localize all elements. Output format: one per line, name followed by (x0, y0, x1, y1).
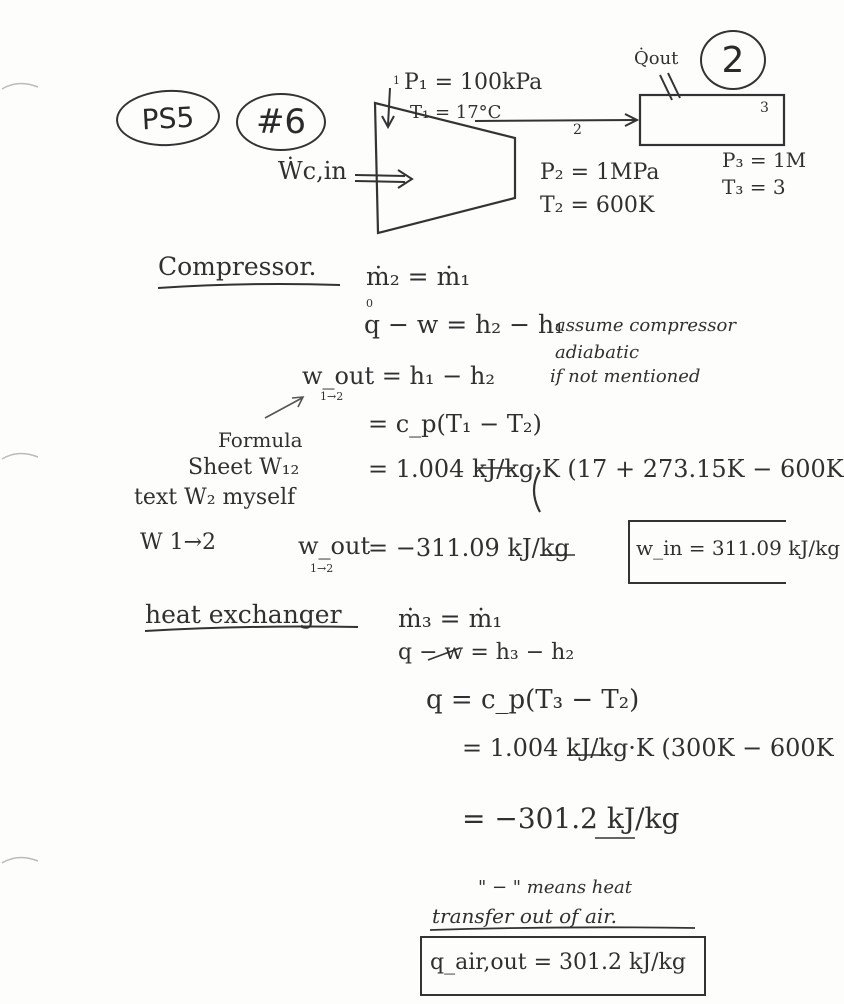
result-subscript: 1→2 (310, 562, 334, 575)
heat-exchanger-mass-balance: ṁ₃ = ṁ₁ (398, 604, 503, 633)
heat-exchanger-numeric-equation: = 1.004 kJ/kg·K (300K − 600K (462, 734, 834, 762)
state1-marker: 1 (393, 74, 400, 87)
heat-exchanger-result: = −301.2 kJ/kg (462, 802, 680, 835)
heat-exchanger-cp-equation: q = c_p(T₃ − T₂) (426, 685, 640, 715)
q-out-label: Q̇out (634, 48, 679, 69)
sign-note-line-1: " − " means heat (478, 877, 633, 898)
note-sheet: Sheet W₁₂ (188, 455, 300, 480)
state3-pressure: P₃ = 1M (722, 148, 807, 172)
problem-number-label: #6 (236, 93, 326, 151)
inlet-arrow (388, 88, 390, 125)
boxed-result-heat-exchanger-text: q_air,out = 301.2 kJ/kg (430, 950, 686, 975)
state2-marker: 2 (573, 122, 582, 138)
result-lhs: w_out (298, 532, 371, 560)
compressor-heading: Compressor. (158, 252, 317, 281)
assumption-line-2: adiabatic (555, 342, 640, 363)
state3-temperature: T₃ = 3 (722, 175, 786, 199)
state2-pressure: P₂ = 1MPa (540, 160, 660, 185)
boxed-result-heat-exchanger (420, 936, 706, 996)
w-out-equation: w_out = h₁ − h₂ (302, 362, 495, 390)
state2-temperature: T₂ = 600K (540, 193, 655, 218)
heat-exchanger-heading: heat exchanger (145, 600, 342, 629)
w-arrow-label: W 1→2 (140, 530, 217, 555)
assumption-line-1: assume compressor (555, 315, 736, 336)
sign-note-line-2: transfer out of air. (432, 904, 617, 928)
compressor-underline (158, 284, 340, 288)
result-value: = −311.09 kJ/kg (368, 534, 570, 562)
boxed-result-compressor (628, 520, 841, 584)
state1-temperature: T₁ = 17°C (410, 102, 502, 123)
note-formula: Formula (218, 428, 303, 452)
note-text: text W₂ myself (134, 485, 296, 510)
work-in-arrow (355, 175, 405, 176)
work-in-label: Ẇc,in (278, 157, 347, 185)
problem-set-label: PS5 (115, 87, 222, 148)
boxed-result-compressor-text: w_in = 311.09 kJ/kg (636, 536, 841, 560)
numeric-equation: = 1.004 kJ/kg·K (17 + 273.15K − 600K (368, 455, 844, 483)
compressor-mass-balance: ṁ₂ = ṁ₁ (366, 262, 471, 291)
cp-equation: = c_p(T₁ − T₂) (368, 410, 542, 438)
assumption-line-3: if not mentioned (550, 366, 701, 387)
compressor-energy-balance: q − w = h₂ − h₁ (364, 310, 565, 339)
state3-marker: 3 (760, 100, 769, 116)
page-number: 2 (700, 30, 766, 90)
w-out-subscript: 1→2 (320, 390, 344, 403)
state1-pressure: P₁ = 100kPa (404, 70, 543, 95)
formula-arrow (265, 398, 302, 418)
energy-balance-zero: 0 (366, 297, 373, 310)
heat-exchanger-energy-balance: q − w = h₃ − h₂ (398, 640, 575, 665)
